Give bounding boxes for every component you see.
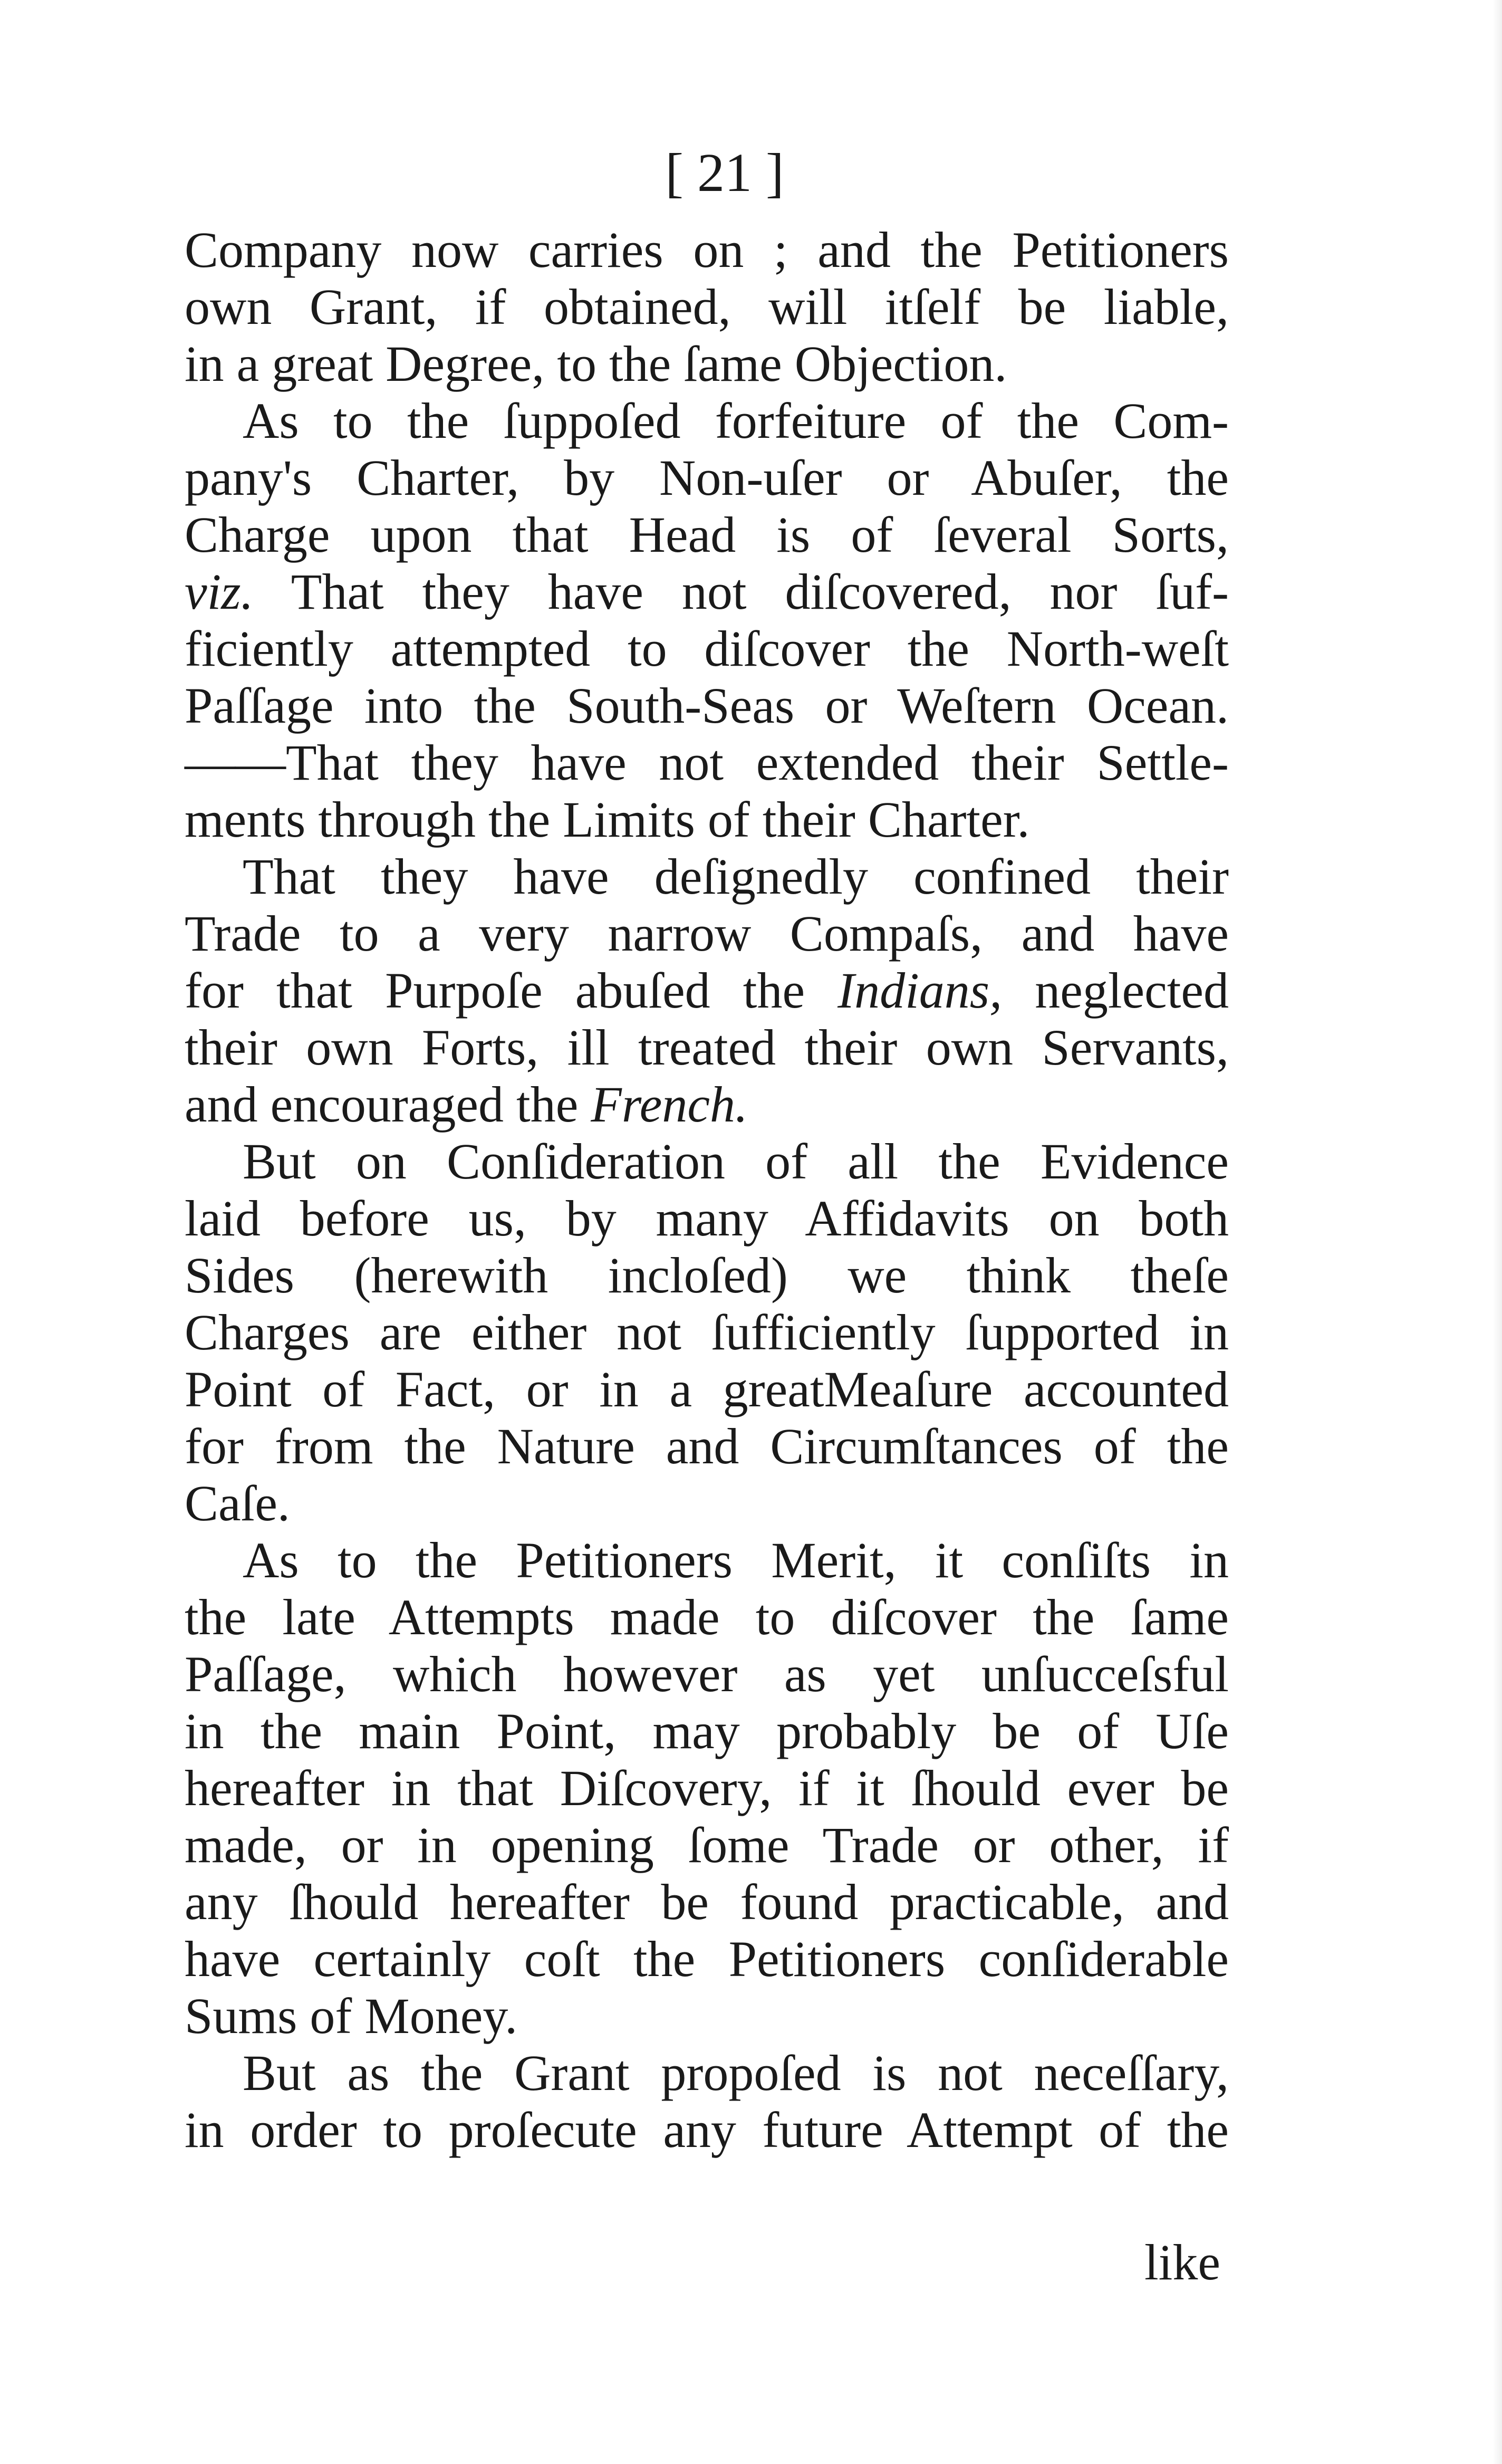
catchword: like [1144, 2234, 1220, 2290]
text-line: viz. That they have not diſcovered, nor ſuf- [185, 563, 1229, 620]
text-line: and encouraged the French. [185, 1076, 748, 1133]
text-line: ficiently attempted to diſcover the North-weſt [185, 620, 1229, 677]
text-line: Company now carries on ; and the Petitioners [185, 222, 1229, 278]
text-line: their own Forts, ill treated their own Servants, [185, 1019, 1229, 1076]
text-line: in order to proſecute any future Attempt of the [185, 2102, 1229, 2158]
text-line: any ſhould hereafter be found practicable, and [185, 1874, 1229, 1930]
text-line: the late Attempts made to diſcover the ſame [185, 1589, 1229, 1645]
text-line: Paſſage, which however as yet unſucceſsful [185, 1646, 1229, 1702]
text-line: hereafter in that Diſcovery, if it ſhould ever be [185, 1760, 1229, 1816]
text-line: for that Purpoſe abuſed the Indians, neglected [185, 962, 1229, 1019]
text-line: ments through the Limits of their Charter. [185, 791, 1030, 848]
text-line: Caſe. [185, 1475, 290, 1531]
text-line: As to the Petitioners Merit, it conſiſts in [243, 1532, 1229, 1588]
text-line: made, or in opening ſome Trade or other, if [185, 1817, 1229, 1873]
page-edge [1493, 0, 1502, 2464]
text-line: Charge upon that Head is of ſeveral Sorts, [185, 506, 1229, 563]
text-line: Point of Fact, or in a greatMeaſure accounted [185, 1361, 1229, 1417]
text-line: But as the Grant propoſed is not neceſſary, [243, 2045, 1229, 2101]
text-line: Paſſage into the South-Seas or Weſtern Ocean. [185, 677, 1229, 734]
text-line: for from the Nature and Circumſtances of the [185, 1418, 1229, 1474]
text-line: in a great Degree, to the ſame Objection. [185, 335, 1007, 392]
text-line: But on Conſideration of all the Evidence [243, 1133, 1229, 1190]
text-line: laid before us, by many Affidavits on both [185, 1190, 1229, 1247]
text-line: Charges are either not ſufficiently ſupported in [185, 1304, 1229, 1360]
text-line: Sides (herewith incloſed) we think theſe [185, 1247, 1229, 1303]
text-line: ——That they have not extended their Settle- [185, 734, 1229, 791]
text-line: That they have deſignedly confined their [243, 848, 1229, 905]
text-line: Trade to a very narrow Compaſs, and have [185, 905, 1229, 962]
body-text [185, 222, 1229, 2159]
page-number: [ 21 ] [665, 142, 784, 203]
text-line: own Grant, if obtained, will itſelf be liable, [185, 279, 1229, 335]
text-line: As to the ſuppoſed forfeiture of the Com- [243, 392, 1229, 449]
text-line: have certainly coſt the Petitioners conſiderable [185, 1931, 1229, 1987]
text-line: Sums of Money. [185, 1988, 518, 2044]
text-line: in the main Point, may probably be of Uſe [185, 1703, 1229, 1759]
text-line: pany's Charter, by Non-uſer or Abuſer, the [185, 449, 1229, 506]
